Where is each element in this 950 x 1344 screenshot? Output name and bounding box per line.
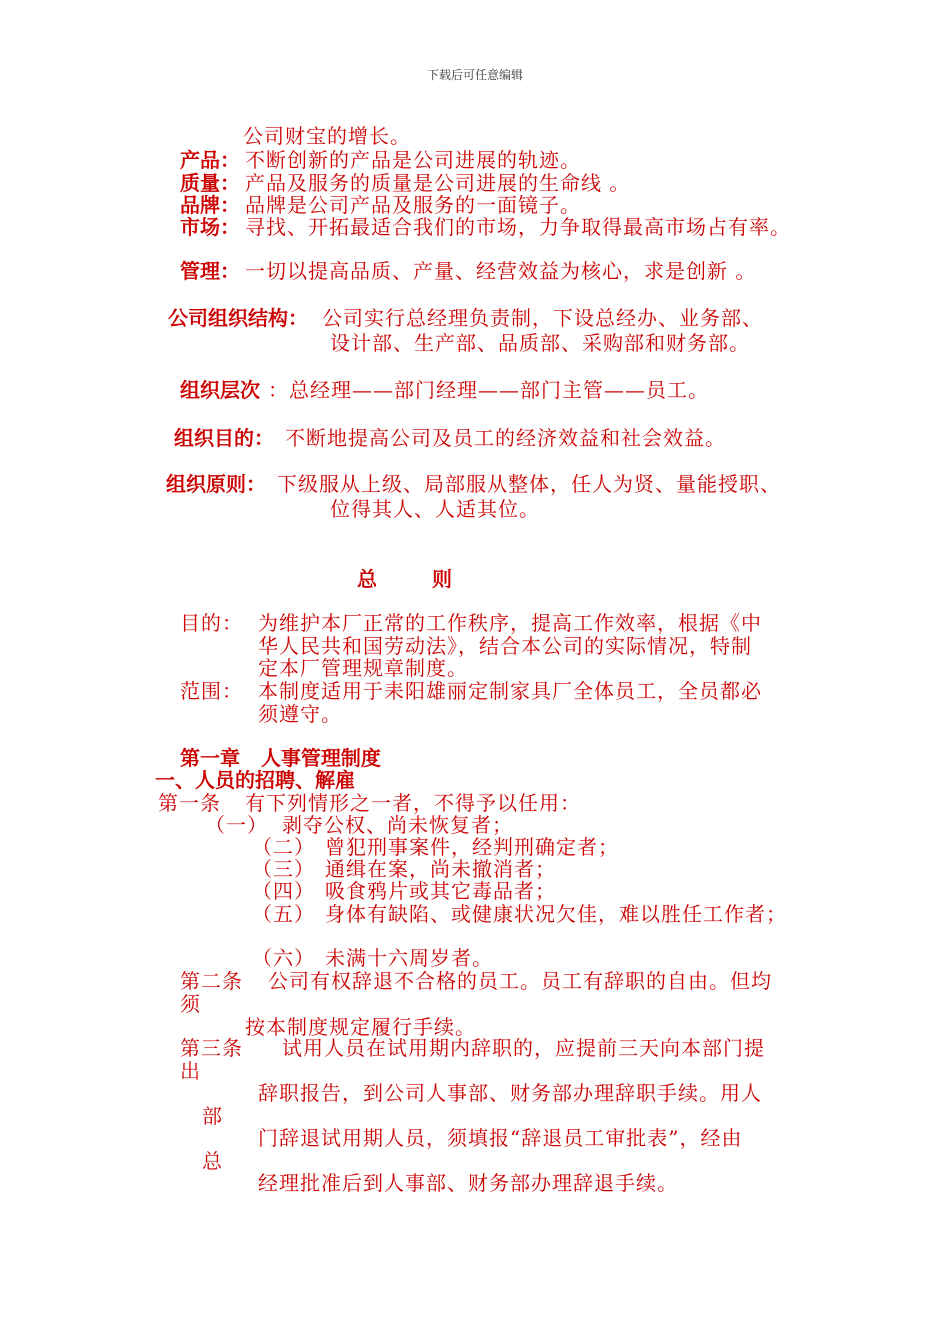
article-1-item-1-text: 剥夺公权、尚未恢复者；	[282, 813, 513, 837]
article-3-wrap-3: 总	[202, 1149, 223, 1173]
general-purpose-line-2: 华人民共和国劳动法》，结合本公司的实际情况，特制	[258, 634, 752, 658]
org-levels-text: ：总经理——部门经理——部门主管——员工。	[268, 378, 709, 402]
article-1-item-4-number: （四）	[252, 879, 315, 903]
general-scope-line-1: 本制度适用于耒阳雄丽定制家具厂全体员工，全员都必	[258, 679, 762, 703]
org-structure-line-2: 设计部、生产部、品质部、采购部和财务部。	[330, 331, 750, 355]
org-principle-label: 组织原则：	[166, 472, 266, 496]
article-1-item-2-text: 曾犯刑事案件，经判刑确定者；	[325, 835, 619, 859]
article-2-line-2: 按本制度规定履行手续。	[245, 1015, 476, 1039]
values-continuation: 公司财宝的增长。	[243, 124, 411, 148]
page-header: 下载后可任意编辑	[426, 68, 523, 82]
org-principle-line-1: 下级服从上级、局部服从整体，任人为贤、量能授职、	[277, 472, 781, 496]
article-3-wrap-2: 部	[202, 1104, 223, 1128]
org-purpose-label: 组织目的：	[174, 426, 274, 450]
article-3-label: 第三条	[180, 1036, 243, 1060]
article-3-line-3: 门辞退试用期人员，须填报“辞退员工审批表”，经由	[258, 1126, 743, 1150]
chapter-1-title: 第一章 人事管理制度	[180, 746, 381, 770]
org-structure-label: 公司组织结构：	[168, 306, 308, 330]
management-text: 一切以提高品质、产量、经营效益为核心，求是创新 。	[245, 259, 757, 283]
general-title-char-1: 总	[357, 567, 377, 591]
article-3-line-2: 辞职报告，到公司人事部、财务部办理辞职手续。用人	[258, 1081, 762, 1105]
general-scope-line-2: 须遵守。	[258, 702, 342, 726]
article-1-item-5-number: （五）	[252, 902, 315, 926]
org-structure-line-1: 公司实行总经理负责制，下设总经办、业务部、	[322, 306, 763, 330]
article-1-item-3-text: 通缉在案，尚未撤消者；	[325, 857, 556, 881]
brand-text: 品牌是公司产品及服务的一面镜子。	[245, 193, 581, 217]
article-2-wrap: 须	[180, 992, 201, 1016]
management-label: 管理：	[180, 259, 240, 283]
org-principle-line-2: 位得其人、人适其位。	[330, 497, 540, 521]
product-text: 不断创新的产品是公司进展的轨迹。	[245, 148, 581, 172]
article-1-label: 第一条	[158, 791, 221, 815]
article-2-label: 第二条	[180, 969, 243, 993]
section-1-title: 一、人员的招聘、解雇	[155, 768, 355, 792]
article-1-item-1-number: （一）	[205, 813, 268, 837]
general-purpose-line-3: 定本厂管理规章制度。	[258, 656, 468, 680]
org-purpose-text: 不断地提高公司及员工的经济效益和社会效益。	[285, 426, 726, 450]
article-1-item-6-number: （六）	[252, 946, 315, 970]
article-3-line-4: 经理批准后到人事部、财务部办理辞退手续。	[258, 1171, 678, 1195]
article-2-line-1: 公司有权辞退不合格的员工。员工有辞职的自由。但均	[268, 969, 772, 993]
market-text: 寻找、开拓最适合我们的市场，力争取得最高市场占有率。	[245, 215, 791, 239]
article-1-item-6-text: 未满十六周岁者。	[325, 946, 493, 970]
general-purpose-label: 目的：	[180, 611, 243, 635]
article-1-text: 有下列情形之一者，不得予以任用：	[245, 791, 581, 815]
article-1-item-2-number: （二）	[252, 835, 315, 859]
article-1-item-3-number: （三）	[252, 857, 315, 881]
quality-label: 质量：	[180, 171, 240, 195]
article-3-line-1: 试用人员在试用期内辞职的，应提前三天向本部门提	[282, 1036, 765, 1060]
general-title-char-2: 则	[432, 567, 452, 591]
general-purpose-line-1: 为维护本厂正常的工作秩序，提高工作效率，根据《中	[258, 611, 762, 635]
general-scope-label: 范围：	[180, 679, 243, 703]
article-1-item-4-text: 吸食鸦片或其它毒品者；	[325, 879, 556, 903]
market-label: 市场：	[180, 215, 240, 239]
article-3-wrap-1: 出	[180, 1059, 201, 1083]
quality-text: 产品及服务的质量是公司进展的生命线 。	[245, 171, 631, 195]
article-1-item-5-text: 身体有缺陷、或健康状况欠佳，难以胜任工作者；	[325, 902, 787, 926]
org-levels-label: 组织层次	[180, 378, 260, 402]
product-label: 产品：	[180, 148, 240, 172]
brand-label: 品牌：	[180, 193, 240, 217]
